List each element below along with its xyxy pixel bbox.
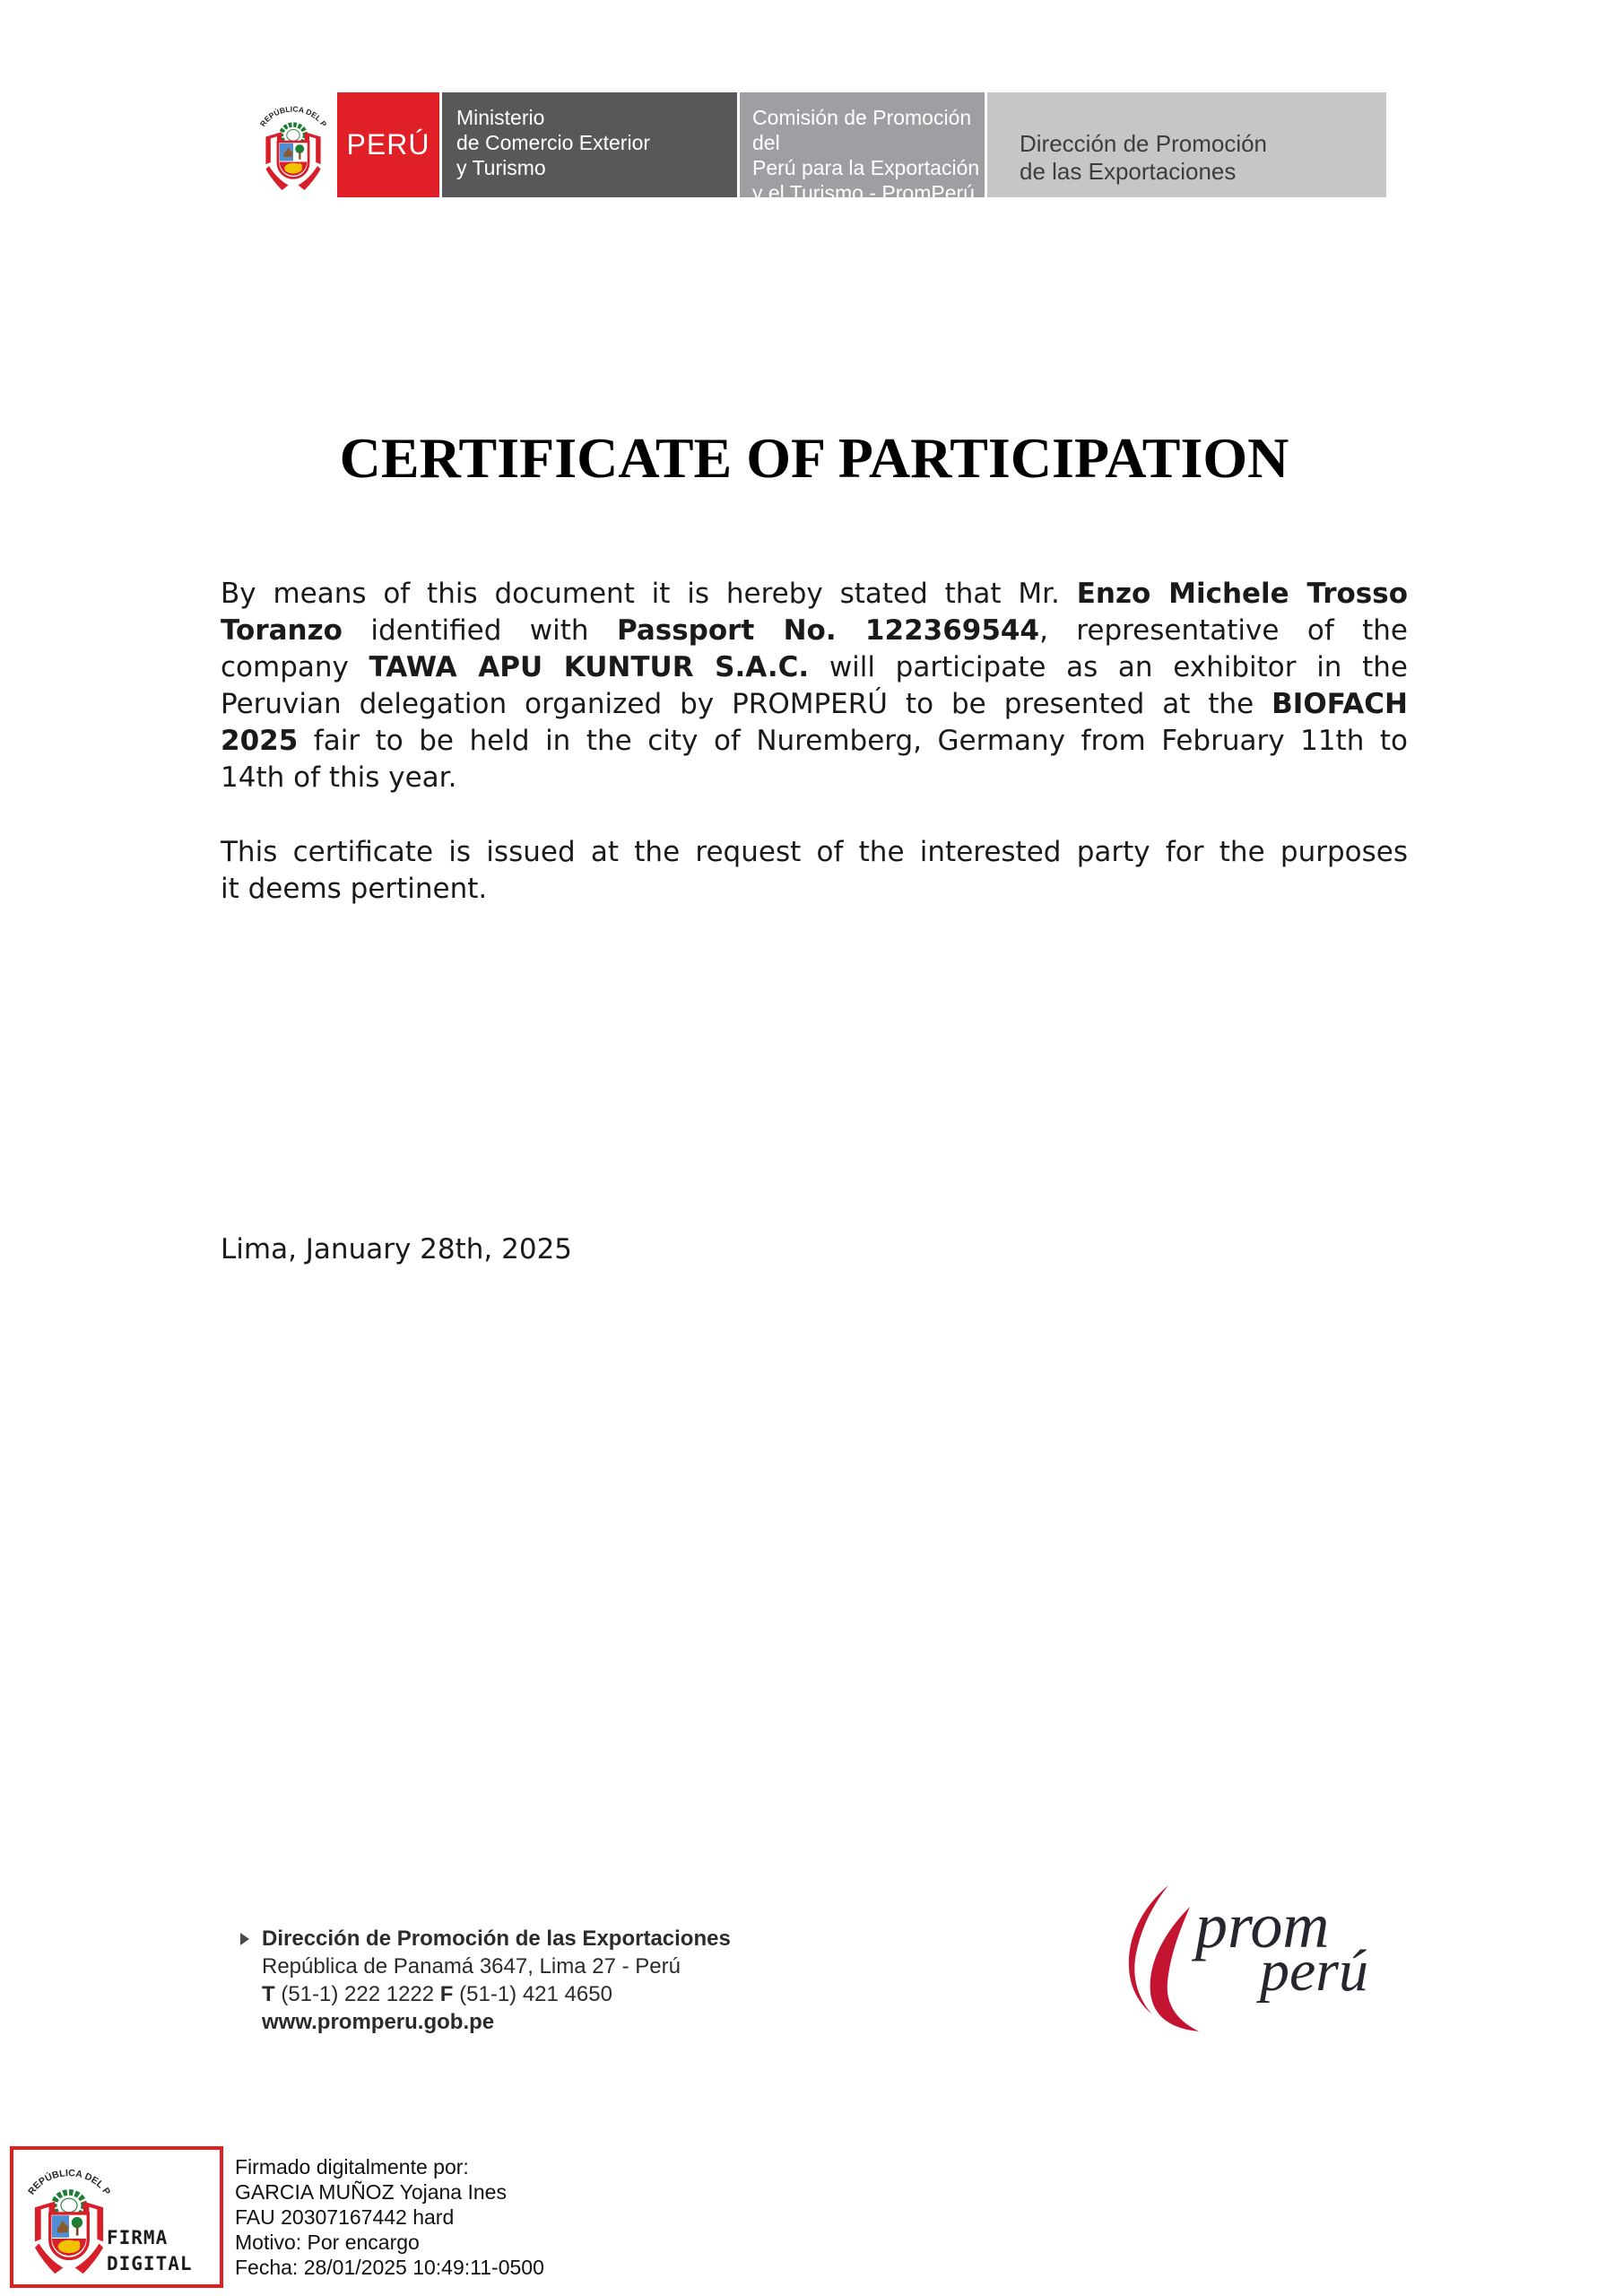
ministry-line: Ministerio — [456, 106, 545, 129]
body-line: company TAWA APU KUNTUR S.A.C. will participate as an exhibitor in the — [221, 651, 1408, 683]
commission-line: Comisión de Promoción del — [752, 106, 972, 154]
signature-line: Motivo: Por encargo — [235, 2231, 420, 2254]
promperu-logo — [1116, 1873, 1412, 2034]
commission-line: y el Turismo - PromPerú — [752, 181, 975, 204]
body-paragraph-1 — [221, 576, 1408, 796]
footer-address: República de Panamá 3647, Lima 27 - Perú — [262, 1954, 681, 1979]
direction-line: de las Exportaciones — [1020, 158, 1237, 185]
footer-direction-title: Dirección de Promoción de las Exportaciones — [240, 1925, 868, 1952]
body-paragraph-2 — [221, 834, 1408, 908]
direction-line: Dirección de Promoción — [1020, 130, 1268, 157]
peru-coat-of-arms-icon — [253, 93, 334, 197]
footer-contact-block — [240, 1925, 868, 2036]
ministry-line: de Comercio Exterior — [456, 131, 651, 154]
body-line: it deems pertinent. — [221, 873, 488, 905]
signature-line: Fecha: 28/01/2025 10:49:11-0500 — [235, 2256, 544, 2279]
signature-details — [235, 2154, 544, 2280]
ministry-line: y Turismo — [456, 156, 546, 179]
signature-coat-of-arms-icon — [19, 2153, 119, 2283]
footer-phones: T (51-1) 222 1222 F (51-1) 421 4650 — [262, 1982, 612, 2006]
promperu-logo-word2: perú — [1260, 1938, 1368, 2004]
promperu-logo-word1: prom — [1195, 1890, 1330, 1961]
signature-line: GARCIA MUÑOZ Yojana Ines — [235, 2180, 507, 2204]
body-line: Peruvian delegation organized by PROMPERÚ to be presented at the BIOFACH — [221, 688, 1408, 720]
body-line: This certificate is issued at the request of the interested party for the purposes — [221, 836, 1408, 868]
body-line: 14th of this year. — [221, 761, 457, 794]
digital-signature-stamp — [10, 2146, 223, 2288]
header-commission-block — [740, 92, 985, 204]
page-title: CERTIFICATE OF PARTICIPATION — [339, 426, 1289, 490]
body-line: By means of this document it is hereby stated that Mr. Enzo Michele Trosso — [221, 578, 1408, 610]
footer-website: www.promperu.gob.pe — [262, 2010, 495, 2034]
header-direction-block — [987, 92, 1386, 197]
date-line: Lima, January 28th, 2025 — [221, 1233, 573, 1265]
header-peru-block: PERÚ — [337, 92, 439, 197]
firma-digital-label: FIRMA DIGITAL — [107, 2227, 193, 2274]
signature-line: Firmado digitalmente por: — [235, 2155, 469, 2179]
body-line: 2025 fair to be held in the city of Nuremberg, Germany from February 11th to — [221, 725, 1408, 757]
commission-line: Perú para la Exportación — [752, 156, 980, 179]
signature-line: FAU 20307167442 hard — [235, 2205, 455, 2229]
body-line: Toranzo identified with Passport No. 122369544, representative of the — [221, 614, 1408, 647]
header-ministry-block — [442, 92, 737, 197]
